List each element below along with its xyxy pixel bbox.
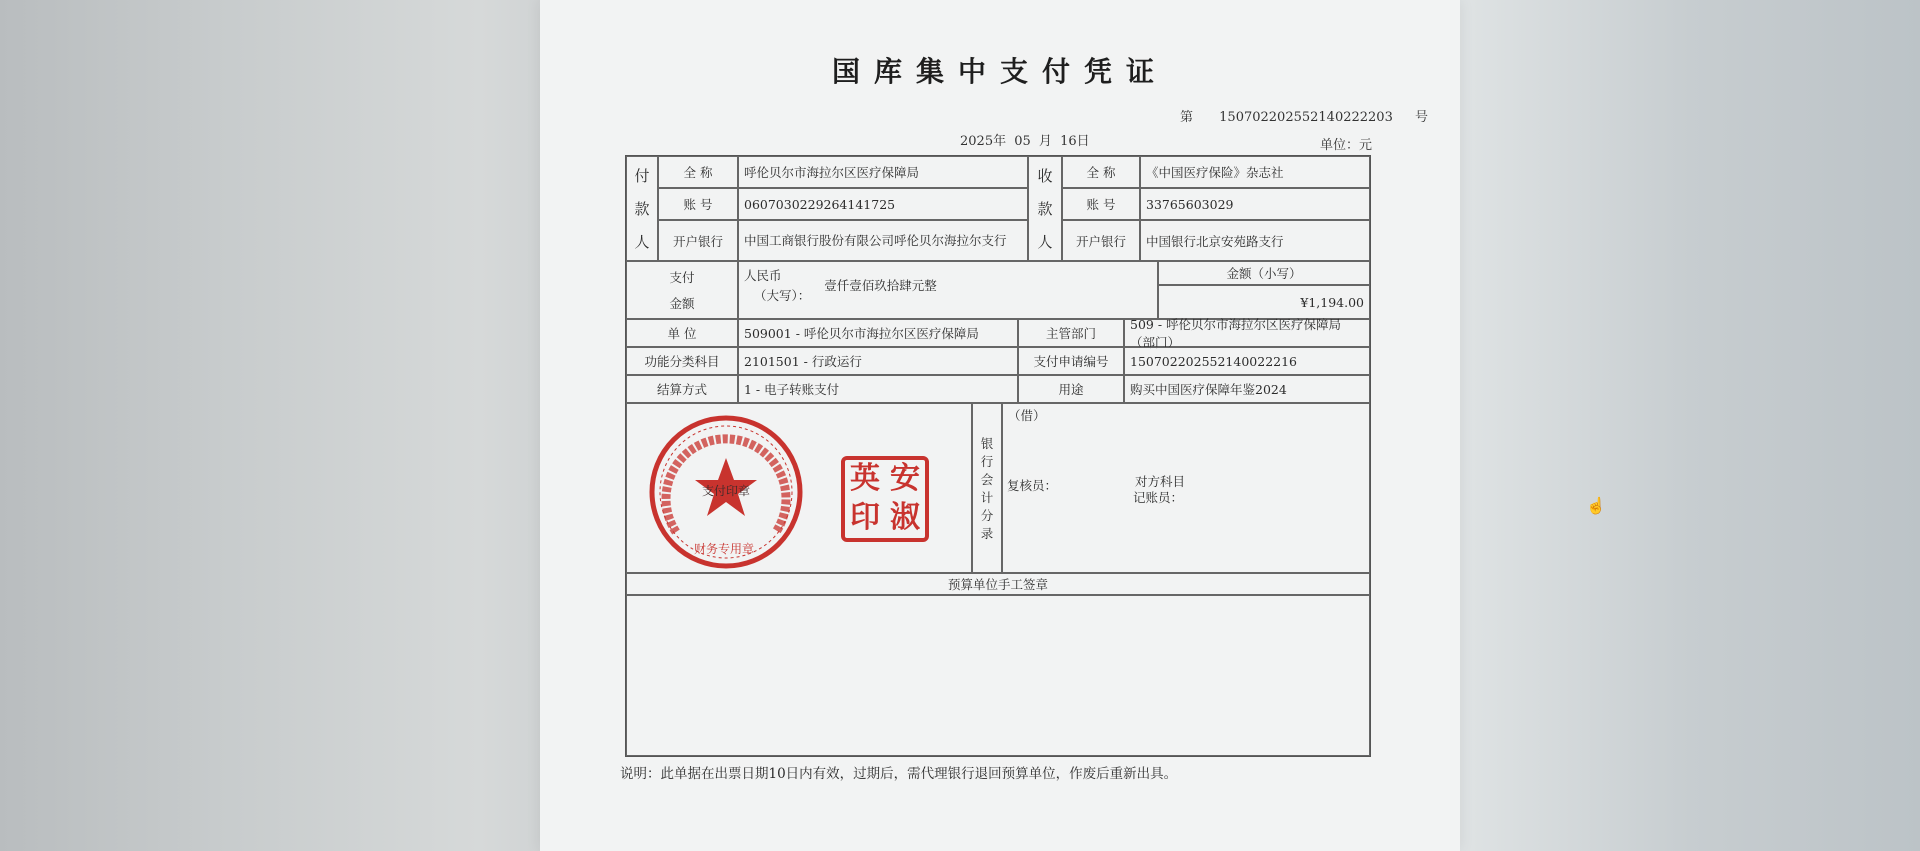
dept-value: 509 - 呼伦贝尔市海拉尔区医疗保障局（部门）: [1124, 319, 1370, 347]
date-month: 05: [1014, 134, 1031, 149]
amount-label-bottom: 金额: [669, 296, 695, 311]
amount-label-top: 支付: [669, 270, 695, 285]
payee-side-label: [1028, 156, 1062, 261]
bank-acct-char: 行: [980, 454, 994, 469]
bookkeeper-label: 记账员：: [1133, 490, 1184, 505]
bank-accounting-entry: [1002, 403, 1370, 573]
debit-label: （借）: [1008, 408, 1046, 423]
seal-char: 印: [850, 500, 880, 535]
func-value: 2101501 - 行政运行: [738, 347, 1018, 375]
payee-account-label: 账 号: [1062, 188, 1140, 220]
date-year: 2025年: [960, 134, 1007, 149]
serial-prefix: 第: [1180, 110, 1194, 125]
payer-side-char: 付: [634, 167, 650, 185]
amount-lower-label: 金额（小写）: [1158, 261, 1370, 285]
payee-side-char: 收: [1037, 167, 1053, 185]
seal-char: 安: [890, 461, 920, 496]
unit-value: 509001 - 呼伦贝尔市海拉尔区医疗保障局: [738, 319, 1018, 347]
reviewer-label: 复核员：: [1007, 478, 1058, 493]
serial-suffix: 号: [1415, 110, 1429, 125]
seal-bottom-text: 财务专用章: [694, 542, 755, 556]
amount-upper-cell: [738, 261, 1158, 319]
payer-name-label: 全 称: [658, 156, 738, 188]
bank-acct-char: 会: [980, 472, 994, 487]
payment-seal: [646, 412, 806, 572]
currency-unit: 单位：元: [1320, 138, 1373, 153]
issue-date: [960, 130, 1094, 149]
payee-name: 《中国医疗保险》杂志社: [1140, 156, 1370, 188]
settle-label: 结算方式: [626, 375, 738, 403]
bank-acct-char: 录: [980, 526, 994, 541]
payer-side-char: 人: [634, 233, 650, 251]
func-label: 功能分类科目: [626, 347, 738, 375]
amount-upper-row: [744, 278, 1152, 304]
payer-side-char: 款: [634, 200, 650, 218]
apply-value: 150702202552140022216: [1124, 347, 1370, 375]
payee-account: 33765603029: [1140, 188, 1370, 220]
bank-acct-char: 分: [980, 508, 994, 523]
seal-char: 淑: [890, 500, 920, 535]
validity-note: 说明：此单据在出票日期10日内有效，过期后，需代理银行退回预算单位，作废后重新出具。: [620, 766, 1178, 782]
sign-section-title: 预算单位手工签章: [626, 573, 1370, 595]
amount-upper: 壹仟壹佰玖拾肆元整: [824, 278, 937, 293]
date-month-label: 月: [1038, 134, 1052, 149]
bank-accounting-label: [972, 403, 1002, 573]
use-label: 用途: [1018, 375, 1124, 403]
amount-currency: 人民币: [744, 268, 782, 283]
payer-account-label: 账 号: [658, 188, 738, 220]
payee-bank: 中国银行北京安苑路支行: [1140, 220, 1370, 261]
amount-lower: ¥1,194.00: [1158, 285, 1370, 319]
voucher-table: [625, 155, 1371, 757]
amount-label: [626, 261, 738, 319]
date-day: 16日: [1060, 134, 1090, 149]
unit-label: 单 位: [626, 319, 738, 347]
payee-side-char: 人: [1037, 233, 1053, 251]
serial-number: [1180, 106, 1428, 125]
hand-cursor-icon: ☝: [1586, 496, 1606, 515]
serial-value: 150702202552140222203: [1219, 110, 1393, 125]
amount-upper-label: （大写）：: [754, 288, 811, 303]
voucher-paper: [540, 0, 1460, 851]
seal-center-text: 支付印章: [702, 484, 751, 498]
payee-name-label: 全 称: [1062, 156, 1140, 188]
use-value: 购买中国医疗保障年鉴2024: [1124, 375, 1370, 403]
counter-subject-label: 对方科目: [1135, 474, 1186, 489]
bank-acct-char: 计: [980, 490, 994, 505]
settle-value: 1 - 电子转账支付: [738, 375, 1018, 403]
payer-bank: 中国工商银行股份有限公司呼伦贝尔海拉尔支行: [738, 220, 1028, 261]
payer-side-label: [626, 156, 658, 261]
seal-char: 英: [850, 461, 880, 496]
apply-label: 支付申请编号: [1018, 347, 1124, 375]
payer-account: 0607030229264141725: [738, 188, 1028, 220]
payer-bank-label: 开户银行: [658, 220, 738, 261]
dept-label: 主管部门: [1018, 319, 1124, 347]
payee-bank-label: 开户银行: [1062, 220, 1140, 261]
bank-acct-char: 银: [980, 436, 994, 451]
sign-area: [626, 595, 1370, 756]
personal-seal: [841, 456, 929, 542]
payer-name: 呼伦贝尔市海拉尔区医疗保障局: [738, 156, 1028, 188]
payee-side-char: 款: [1037, 200, 1053, 218]
voucher-title: 国库集中支付凭证: [831, 55, 1168, 88]
